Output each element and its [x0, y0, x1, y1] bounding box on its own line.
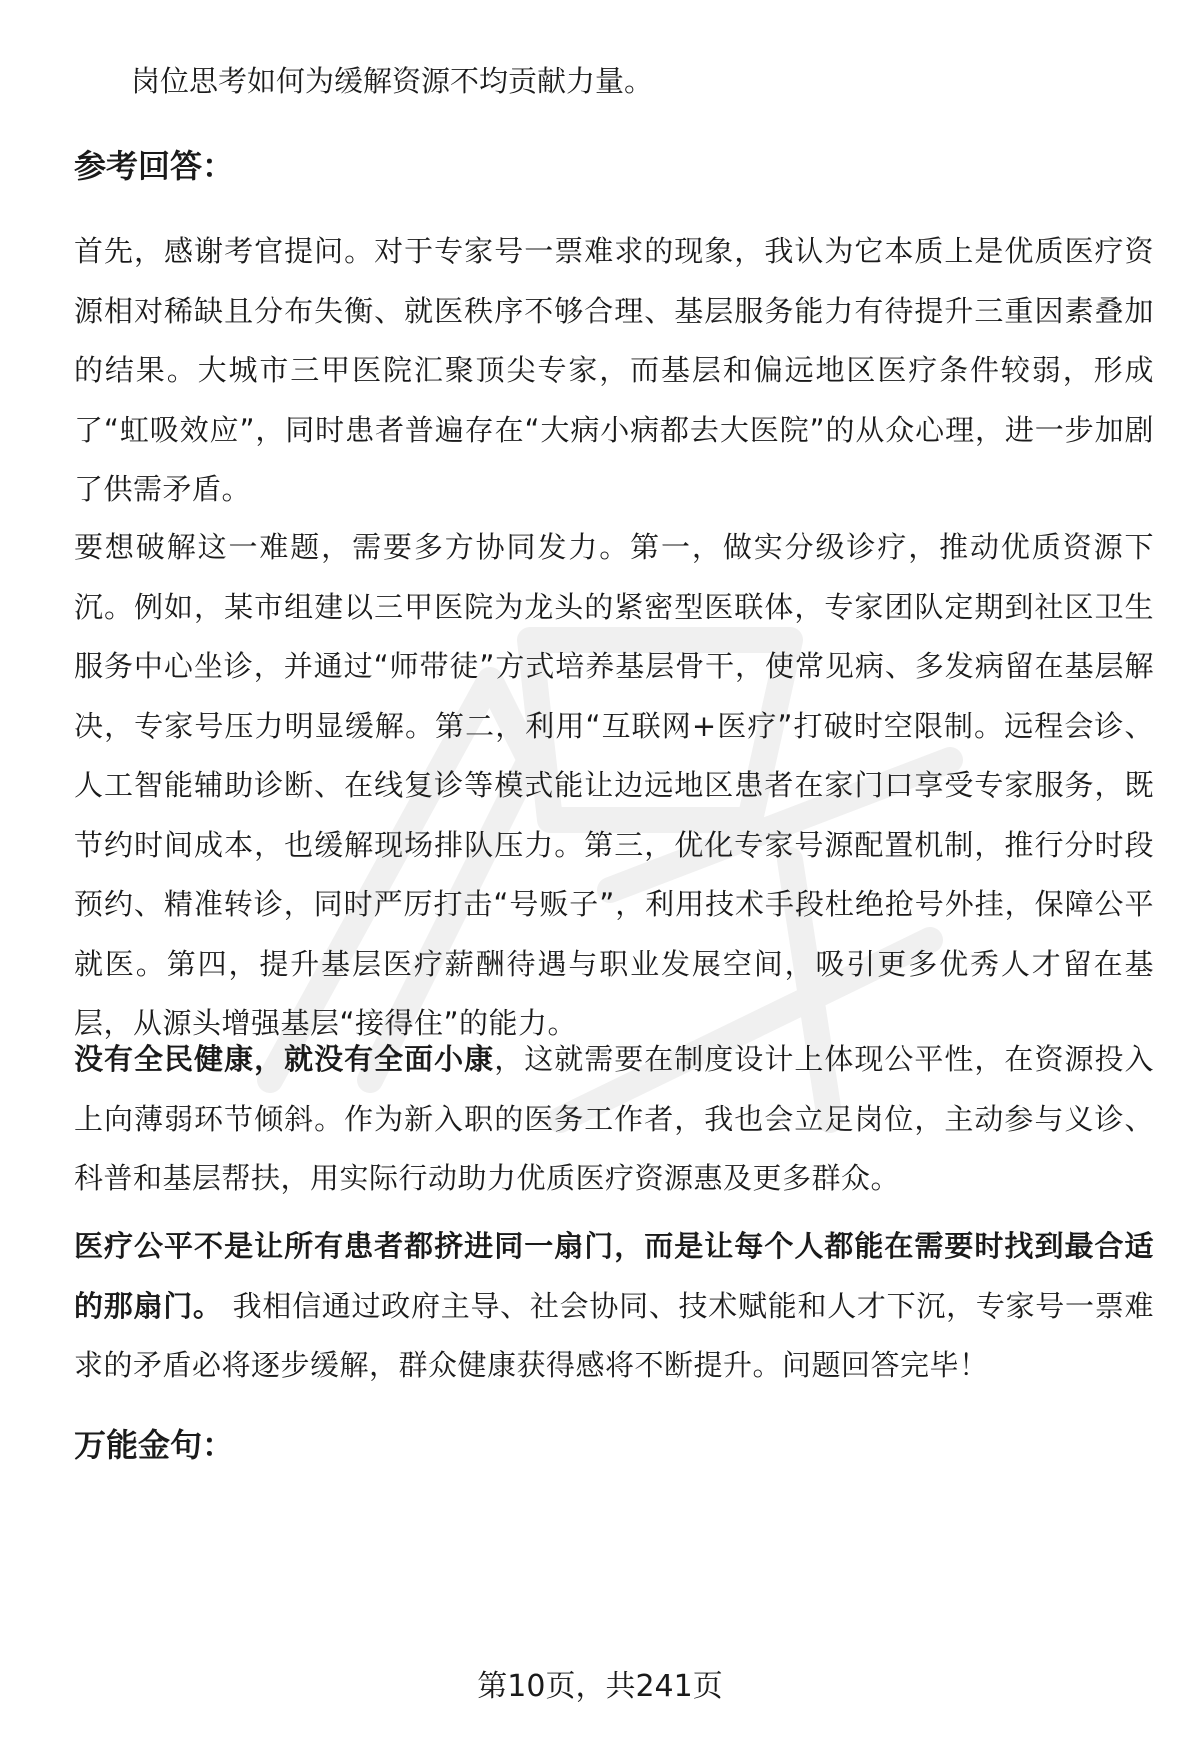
paragraph-4-text: 我相信通过政府主导、社会协同、技术赋能和人才下沉，专家号一票难求的矛盾必将逐步缓解，群众健康获得感将不断提升。问题回答完毕！: [74, 1288, 1154, 1382]
answer-heading: 参考回答：: [74, 147, 235, 185]
paragraph-3-text: ，这就需要在制度设计上体现公平性，在资源投入上向薄弱环节倾斜。作为新入职的医务工作者，我也会立足岗位，主动参与义诊、科普和基层帮扶，用实际行动助力优质医疗资源惠及更多群众。: [74, 1042, 1154, 1195]
golden-sentence-heading: 万能金句：: [74, 1426, 235, 1464]
page-number-footer: 第10页，共241页: [477, 1669, 723, 1704]
paragraph-1: 首先，感谢考官提问。对于专家号一票难求的现象，我认为它本质上是优质医疗资源相对稀缺且分布失衡、就医秩序不够合理、基层服务能力有待提升三重因素叠加的结果。大城市三甲医院汇聚顶尖专家，而基层和偏远地区医疗条件较弱，形成了“虹吸效应”，同时患者普遍存在“大病小病都去大医院”的从众心理，进一步加剧了供需矛盾。: [74, 234, 1154, 506]
paragraph-4: [74, 1217, 1154, 1396]
paragraph-3-emphasis: 没有全民健康，就没有全面小康: [74, 1042, 495, 1076]
paragraph-2: 要想破解这一难题，需要多方协同发力。第一，做实分级诊疗，推动优质资源下沉。例如，某市组建以三甲医院为龙头的紧密型医联体，专家团队定期到社区卫生服务中心坐诊，并通过“师带徒”方式培养基层骨干，使常见病、多发病留在基层解决，专家号压力明显缓解。第二，利用“互联网+医疗”打破时空限制。远程会诊、人工智能辅助诊断、在线复诊等模式能让边远地区患者在家门口享受专家服务，既节约时间成本，也缓解现场排队压力。第三，优化专家号源配置机制，推行分时段预约、精准转诊，同时严厉打击“号贩子”，利用技术手段杜绝抢号外挂，保障公平就医。第四，提升基层医疗薪酬待遇与职业发展空间，吸引更多优秀人才留在基层，从源头增强基层“接得住”的能力。: [74, 530, 1154, 1040]
intro-line: 岗位思考如何为缓解资源不均贡献力量。: [131, 64, 654, 98]
paragraph-3: [74, 1030, 1154, 1209]
paragraph-4-emphasis: 医疗公平不是让所有患者都挤进同一扇门，而是让每个人都能在需要时找到最合适的那扇门。: [74, 1229, 1154, 1323]
